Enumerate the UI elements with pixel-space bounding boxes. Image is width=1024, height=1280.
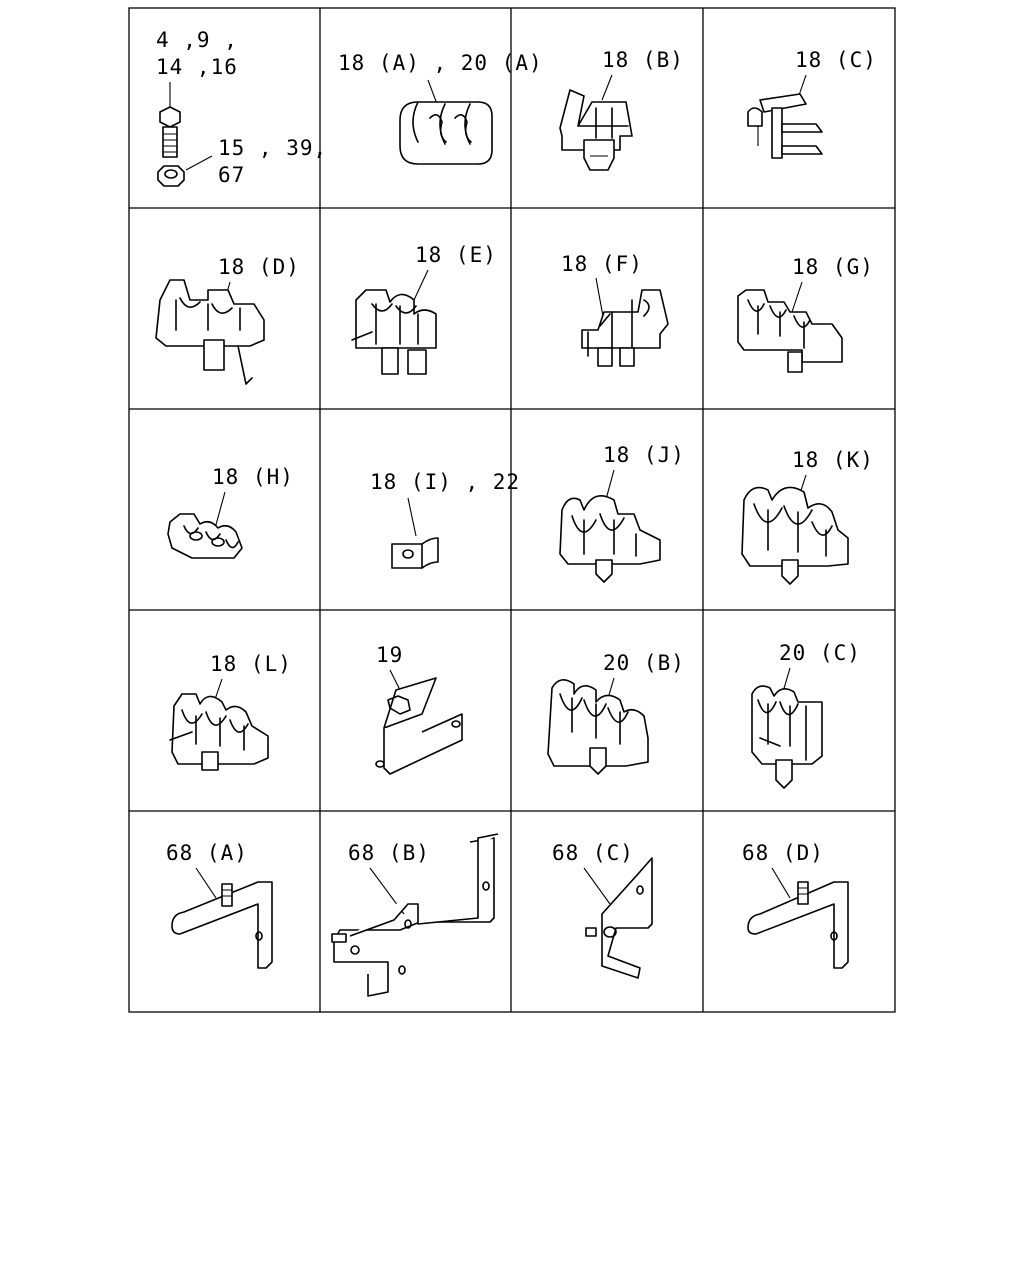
part-label: 19 [376,643,404,667]
cell-68a [166,841,272,968]
clip-18j-icon [560,496,660,582]
part-label: 68 (D) [742,841,824,865]
clip-18l-icon [170,694,268,770]
double-clip-icon [400,102,492,164]
clip-18k-icon [742,488,848,585]
cell-20b [548,651,685,774]
bolt-icon [160,82,180,157]
bracket-68c-icon [586,858,652,978]
cell-68d [742,841,848,968]
cell-18k [742,448,874,584]
part-label: 18 (J) [603,443,685,467]
part-label: 18 (H) [212,465,294,489]
part-label: 18 (A) , 20 (A) [338,51,543,75]
cell-18b [560,48,684,170]
cell-18i-22 [370,470,520,568]
nut-icon [158,156,212,186]
clip-18g-icon [738,290,842,372]
cell-68c [552,841,652,978]
clip-20b-icon [548,680,648,774]
cell-bolt-nut [156,28,327,187]
cell-18h [168,465,294,558]
part-label: 18 (K) [792,448,874,472]
part-label: 18 (E) [415,243,497,267]
cell-18c [748,48,877,158]
cell-18f [561,252,668,366]
bracket-68d-icon [748,882,848,968]
cell-68b [332,834,498,996]
clip-18c-icon [748,94,822,158]
part-label: 18 (G) [792,255,874,279]
part-label: 18 (D) [218,255,300,279]
part-label: 67 [218,163,246,187]
bracket-18i-icon [392,538,438,568]
part-label: 68 (C) [552,841,634,865]
part-label: 15 , 39, [218,136,328,160]
bracket-19-icon [376,678,462,774]
cell-18l [170,652,292,770]
cell-18g [738,255,874,372]
part-label: 20 (B) [603,651,685,675]
clip-18e-icon [352,290,436,374]
part-label: 14 ,16 [156,55,238,79]
clip-20c-icon [752,686,822,788]
part-label: 18 (I) , 22 [370,470,521,494]
cell-18e [352,243,497,374]
cell-18j [560,443,685,582]
clip-18h-icon [168,514,242,558]
part-label: 18 (C) [795,48,877,72]
cell-19 [376,643,462,774]
bracket-68a-icon [172,882,272,968]
cell-18a-20a [338,51,543,164]
part-label: 4 ,9 , [156,28,238,52]
cell-20c [752,641,861,788]
clip-18b-icon [560,90,632,170]
part-label: 18 (L) [210,652,292,676]
clip-18f-icon [582,290,668,366]
part-label: 18 (F) [561,252,643,276]
cell-18d [156,255,300,384]
part-label: 20 (C) [779,641,861,665]
part-label: 68 (A) [166,841,248,865]
part-label: 18 (B) [602,48,684,72]
clip-18d-icon [156,280,264,384]
part-label: 68 (B) [348,841,430,865]
